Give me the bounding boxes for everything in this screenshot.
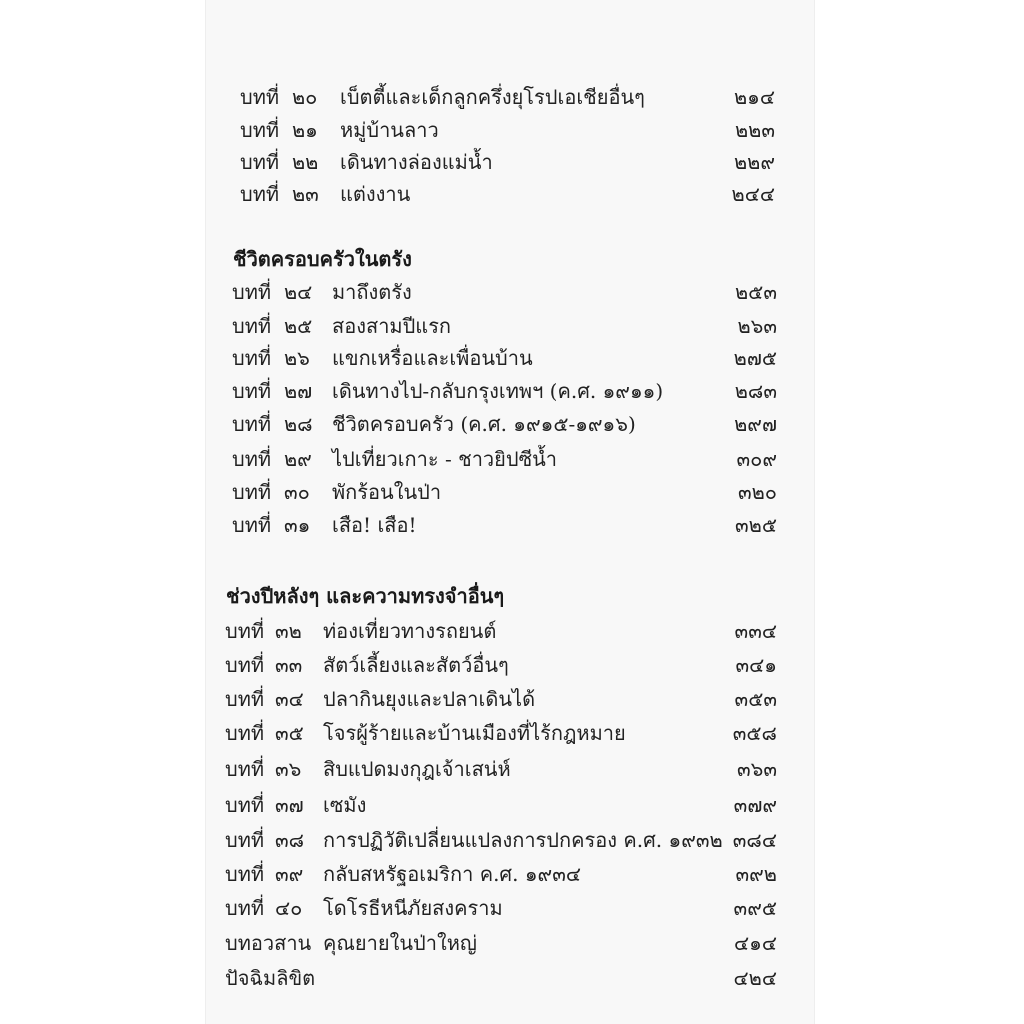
toc-entry xyxy=(232,442,777,476)
entry-page: ๒๒๓ xyxy=(734,118,775,142)
entry-number: ๒๑ xyxy=(292,118,318,142)
entry-page: ๓๐๙ xyxy=(736,447,777,471)
entry-page: ๒๔๔ xyxy=(731,182,775,206)
entry-number: ๓๙ xyxy=(275,862,304,886)
entry-number: ๓๑ xyxy=(284,513,311,537)
entry-number: ๓๒ xyxy=(275,619,302,643)
toc-entry xyxy=(240,113,775,147)
entry-number: ๓๓ xyxy=(275,653,303,677)
entry-page: ๓๙๒ xyxy=(735,862,777,886)
entry-number: ๓๕ xyxy=(275,721,304,745)
entry-page: ๓๙๕ xyxy=(733,896,777,920)
entry-title: ท่องเที่ยวทางรถยนต์ xyxy=(323,619,497,643)
entry-page: ๓๕๘ xyxy=(732,721,777,745)
entry-label: บทที่ xyxy=(232,280,272,304)
entry-number: ๓๗ xyxy=(275,793,304,817)
toc-entry xyxy=(225,648,777,682)
entry-title: มาถึงตรัง xyxy=(332,280,412,304)
section-heading: ชีวิตครอบครัวในตรัง xyxy=(233,247,412,271)
entry-title: โจรผู้ร้ายและบ้านเมืองที่ไร้กฎหมาย xyxy=(323,721,626,745)
entry-title: สัตว์เลี้ยงและสัตว์อื่นๆ xyxy=(323,653,509,677)
entry-page: ๒๗๕ xyxy=(733,346,777,370)
toc-entry xyxy=(225,682,777,716)
entry-title: เสือ! เสือ! xyxy=(332,513,417,537)
toc-entry xyxy=(240,80,775,114)
entry-number: ๒๕ xyxy=(284,314,313,338)
entry-title: การปฏิวัติเปลี่ยนแปลงการปกครอง ค.ศ. ๑๙๓๒ xyxy=(323,828,723,852)
entry-number: ๒๒ xyxy=(292,150,319,174)
entry-number: ๓๖ xyxy=(275,757,302,781)
entry-label: บทที่ xyxy=(240,182,280,206)
toc-entry xyxy=(225,716,777,750)
entry-page: ๓๓๔ xyxy=(734,619,777,643)
toc-entry xyxy=(225,614,777,648)
entry-number: ๔๐ xyxy=(275,896,303,920)
entry-title: สิบแปดมงกุฎเจ้าเสน่ห์ xyxy=(323,757,511,781)
toc-entry xyxy=(232,374,777,408)
entry-label: บทที่ xyxy=(225,862,265,886)
entry-label: ปัจฉิมลิขิต xyxy=(225,966,316,990)
entry-title: เดินทางไป-กลับกรุงเทพฯ (ค.ศ. ๑๙๑๑) xyxy=(332,379,664,403)
entry-page: ๒๒๙ xyxy=(733,150,775,174)
toc-entry xyxy=(225,857,777,891)
toc-entry xyxy=(225,823,777,857)
entry-title: สองสามปีแรก xyxy=(332,314,452,338)
toc-entry xyxy=(232,341,777,375)
entry-title: แขกเหรื่อและเพื่อนบ้าน xyxy=(332,346,533,370)
entry-number: ๒๐ xyxy=(292,85,318,109)
entry-label: บทที่ xyxy=(232,513,272,537)
entry-title: เดินทางล่องแม่น้ำ xyxy=(340,150,493,174)
entry-title: ปลากินยุงและปลาเดินได้ xyxy=(323,687,536,711)
entry-page: ๔๑๔ xyxy=(734,931,777,955)
toc-entry xyxy=(225,752,777,786)
entry-title: โดโรธีหนีภัยสงคราม xyxy=(323,896,503,920)
entry-title: คุณยายในป่าใหญ่ xyxy=(323,931,477,955)
toc-entry xyxy=(225,926,777,960)
entry-page: ๒๑๔ xyxy=(733,85,775,109)
entry-label: บทที่ xyxy=(232,314,272,338)
entry-page: ๓๘๔ xyxy=(732,828,777,852)
entry-label: บทที่ xyxy=(232,480,272,504)
entry-title: กลับสหรัฐอเมริกา ค.ศ. ๑๙๓๔ xyxy=(323,862,581,886)
toc-entry xyxy=(232,508,777,542)
toc-entry xyxy=(232,407,777,441)
entry-number: ๒๓ xyxy=(292,182,319,206)
entry-label: บทอวสาน xyxy=(225,931,312,955)
entry-number: ๓๔ xyxy=(275,687,304,711)
entry-number: ๒๗ xyxy=(284,379,313,403)
entry-title: พักร้อนในป่า xyxy=(332,480,442,504)
entry-label: บทที่ xyxy=(225,721,265,745)
entry-label: บทที่ xyxy=(240,150,280,174)
entry-page: ๓๒๕ xyxy=(735,513,777,537)
entry-page: ๓๔๑ xyxy=(735,653,777,677)
entry-label: บทที่ xyxy=(225,828,265,852)
entry-label: บทที่ xyxy=(225,896,265,920)
entry-page: ๓๗๙ xyxy=(733,793,777,817)
entry-page: ๔๒๔ xyxy=(733,966,777,990)
entry-label: บทที่ xyxy=(232,379,272,403)
entry-number: ๒๙ xyxy=(284,447,312,471)
entry-label: บทที่ xyxy=(225,653,265,677)
entry-label: บทที่ xyxy=(225,619,265,643)
toc-entry xyxy=(240,145,775,179)
toc-entry xyxy=(225,891,777,925)
entry-title: เซมัง xyxy=(323,793,367,817)
section-heading: ช่วงปีหลังๆ และความทรงจำอื่นๆ xyxy=(226,584,505,608)
entry-number: ๒๔ xyxy=(284,280,313,304)
entry-label: บทที่ xyxy=(240,85,280,109)
entry-label: บทที่ xyxy=(232,346,272,370)
toc-entry xyxy=(232,309,777,343)
toc-entry xyxy=(225,961,777,995)
entry-page: ๒๕๓ xyxy=(735,280,777,304)
entry-label: บทที่ xyxy=(240,118,280,142)
entry-page: ๓๒๐ xyxy=(737,480,777,504)
entry-title: ไปเที่ยวเกาะ - ชาวยิปซีน้ำ xyxy=(332,447,558,471)
entry-label: บทที่ xyxy=(225,757,265,781)
entry-title: เบ็ตตี้และเด็กลูกครึ่งยุโรปเอเชียอื่นๆ xyxy=(340,85,645,109)
toc-entry xyxy=(232,275,777,309)
entry-number: ๓๐ xyxy=(284,480,310,504)
entry-title: แต่งงาน xyxy=(340,182,411,206)
entry-label: บทที่ xyxy=(225,687,265,711)
entry-number: ๒๘ xyxy=(284,412,313,436)
entry-label: บทที่ xyxy=(232,447,272,471)
entry-page: ๒๙๗ xyxy=(734,412,777,436)
toc-entry xyxy=(232,475,777,509)
entry-title: ชีวิตครอบครัว (ค.ศ. ๑๙๑๕-๑๙๑๖) xyxy=(332,412,636,436)
entry-label: บทที่ xyxy=(225,793,265,817)
entry-page: ๓๕๓ xyxy=(734,687,777,711)
entry-label: บทที่ xyxy=(232,412,272,436)
toc-entry xyxy=(240,177,775,211)
entry-title: หมู่บ้านลาว xyxy=(340,118,439,142)
entry-number: ๒๖ xyxy=(284,346,310,370)
entry-page: ๒๘๓ xyxy=(734,379,777,403)
toc-entry xyxy=(225,788,777,822)
entry-page: ๒๖๓ xyxy=(737,314,777,338)
entry-page: ๓๖๓ xyxy=(736,757,777,781)
entry-number: ๓๘ xyxy=(275,828,305,852)
